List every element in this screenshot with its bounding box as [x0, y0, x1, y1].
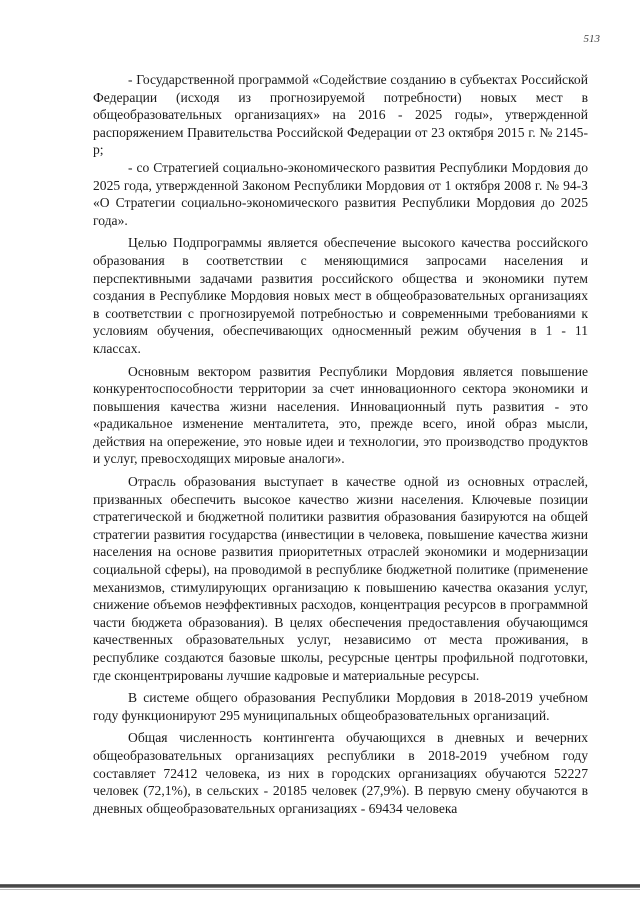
paragraph-general-education: В системе общего образования Республики Мордовия в 2018-2019 учебном году функционируют 295 муниципальных общеобразовательных организаций.	[93, 690, 588, 723]
page-number: 513	[583, 33, 600, 45]
paragraph-student-count: Общая численность контингента обучающихся в дневных и вечерних общеобразовательных организациях республики в 2018-2019 учебном году составляет 72412 человека, из них в городских организациях обучаются 52227 человек (72,1%), в сельских - 20185 человек (27,9%). В первую смену обучаются в дневных общеобразовательных организациях - 69434 человека	[93, 730, 588, 816]
paragraph-development-vector: Основным вектором развития Республики Мордовия является повышение конкурентоспособности территории за счет инновационного сектора экономики и повышения качества жизни населения. Инновационный путь развития - это «радикальное изменение менталитета, это, прежде всего, иной образ мысли, действия на опережение, это новые идеи и технологии, это производство продуктов и услуг, превосходящих мировые аналоги».	[93, 363, 588, 467]
scan-bottom-edge	[0, 884, 640, 888]
paragraph-education-sector: Отрасль образования выступает в качестве одной из основных отраслей, призванных обеспечить высокое качество жизни населения. Ключевые позиции стратегической и бюджетной политики развития образования базируются на общей стратегии развития государства (инвестиции в человека, повышение качества жизни населения на основе развития приоритетных отраслей экономики и модернизации социальной сферы), на проводимой в республике бюджетной политике (применение механизмов, стимулирующих организацию к повышению качества оказания услуг, снижение объемов неэффективных расходов, концентрация ресурсов в программной части бюджета образования). В целях обеспечения предоставления обучающимся качественных образовательных услуг, независимо от места проживания, в республике создаются базовые школы, ресурсные центры профильной подготовки, где сконцентрированы лучшие кадровые и материальные ресурсы.	[93, 474, 588, 683]
paragraph-goal: Целью Подпрограммы является обеспечение высокого качества российского образования в соответствии с меняющимися запросами населения и перспективными задачами развития российского общества и экономики путем создания в Республике Мордовия новых мест в общеобразовательных организациях в соответствии с прогнозируемой потребностью и современными требованиями к условиям обучения, обеспечивающих односменный режим обучения в 1 - 11 классах.	[93, 235, 588, 356]
document-body	[93, 71, 588, 822]
scan-bottom-edge-line	[0, 889, 640, 890]
paragraph-state-program: - Государственной программой «Содействие созданию в субъектах Российской Федерации (исходя из прогнозируемой потребности) новых мест в общеобразовательных организациях» на 2016 - 2025 годы», утвержденной распоряжением Правительства Российской Федерации от 23 октября 2015 г. № 2145-р;	[93, 72, 588, 158]
paragraph-strategy: - со Стратегией социально-экономического развития Республики Мордовия до 2025 года, утвержденной Законом Республики Мордовия от 1 октября 2008 г. № 94-З «О Стратегии социально-экономического развития Республики Мордовия до 2025 года».	[93, 159, 588, 228]
